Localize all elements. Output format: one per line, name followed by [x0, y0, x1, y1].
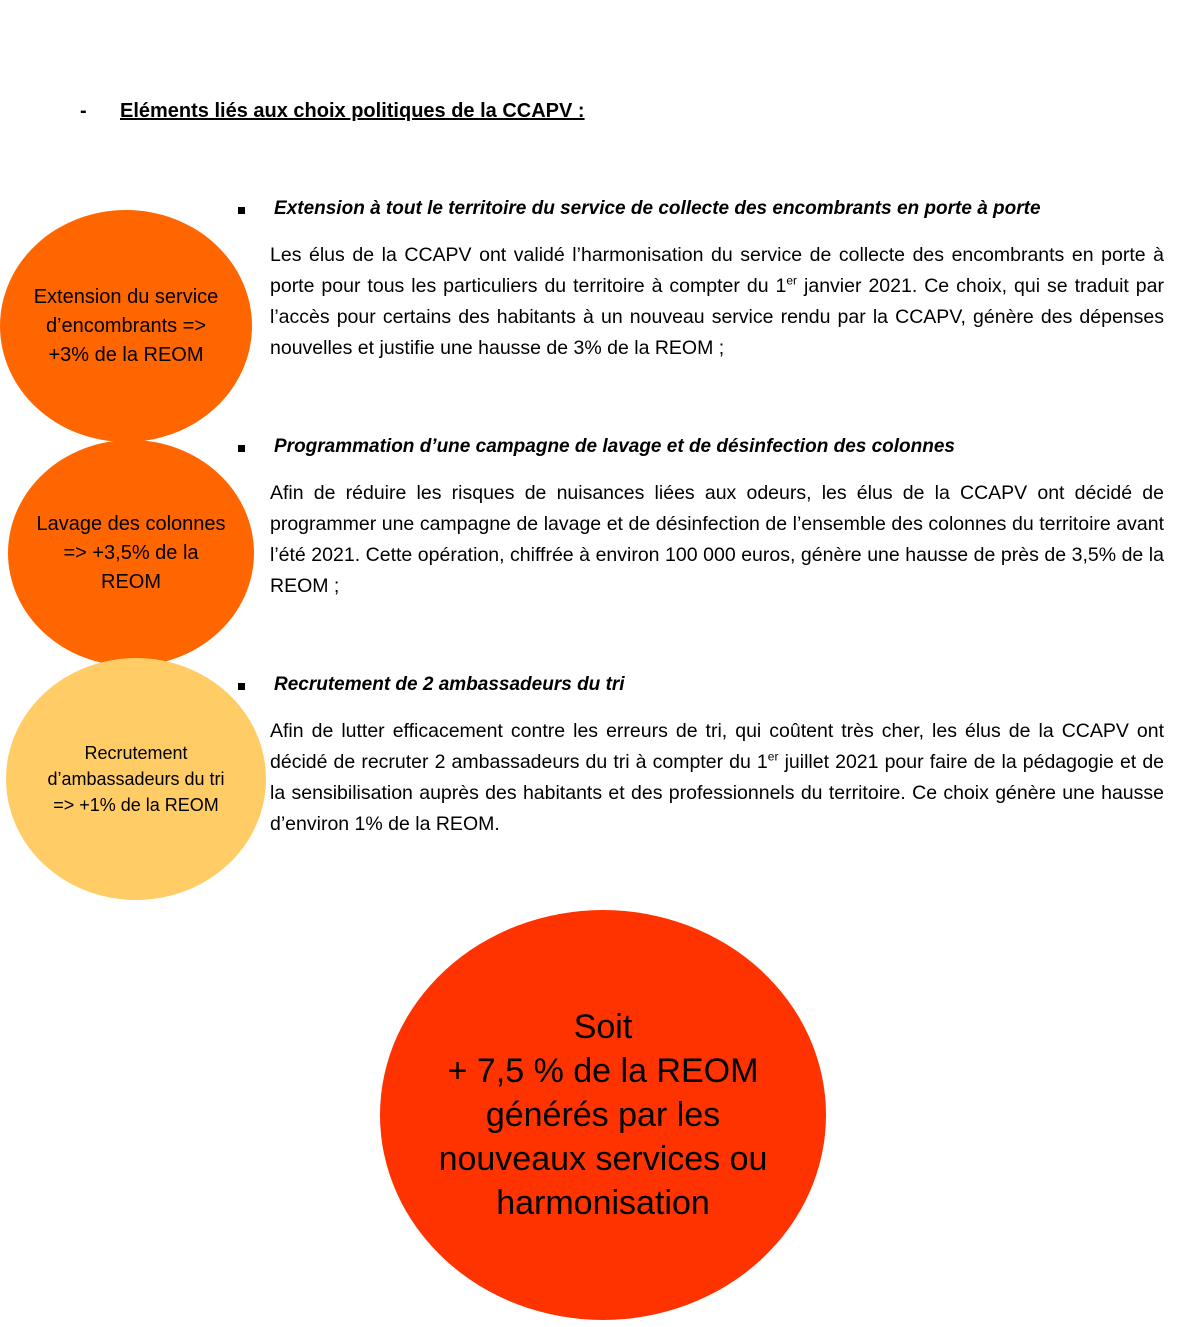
bullet-title-recrutement: Recrutement de 2 ambassadeurs du tri: [274, 674, 625, 695]
bullet-item-lavage: [238, 436, 1164, 466]
section-extension: [238, 198, 1164, 364]
paragraph-recrutement-part2: juillet 2021 pour faire de la pédagogie et de la sensibilisation auprès des habitants et des professionnels du territoire. Ce choix génère une hausse d’environ 1% de la REOM.: [270, 751, 1165, 835]
heading-dash: -: [80, 100, 87, 122]
paragraph-extension: [270, 240, 1164, 364]
square-bullet-icon: [238, 683, 245, 690]
paragraph-extension-part1: Les élus de la CCAPV ont validé l’harmonisation du service de collecte des encombrants en porte à porte pour tous les particuliers du territoire à compter du 1: [270, 244, 1164, 297]
circle-recrutement: Recrutement d’ambassadeurs du tri => +1% de la REOM: [6, 658, 266, 900]
section-recrutement: [238, 674, 1164, 840]
circle-lavage: Lavage des colonnes => +3,5% de la REOM: [8, 440, 254, 666]
section-heading: [80, 100, 585, 123]
heading-text: Eléments liés aux choix politiques de la CCAPV :: [120, 100, 585, 122]
paragraph-extension-part2: janvier 2021. Ce choix, qui se traduit par l’accès pour certains des habitants à un nouveau service rendu par la CCAPV, génère des dépenses nouvelles et justifie une hausse de 3% de la REOM ;: [270, 275, 1164, 359]
bullet-title-lavage: Programmation d’une campagne de lavage et de désinfection des colonnes: [274, 436, 956, 457]
bullet-item-recrutement: [238, 674, 1164, 704]
circle-extension: Extension du service d’encombrants => +3% de la REOM: [0, 210, 252, 442]
bullet-title-extension: Extension à tout le territoire du service de collecte des encombrants en porte à porte: [274, 198, 1041, 219]
square-bullet-icon: [238, 207, 245, 214]
paragraph-recrutement-part1: Afin de lutter efficacement contre les erreurs de tri, qui coûtent très cher, les élus de la CCAPV ont décidé de recruter 2 ambassadeurs du tri à compter du 1: [270, 720, 1164, 773]
superscript-er: er: [767, 749, 779, 764]
paragraph-lavage: Afin de réduire les risques de nuisances liées aux odeurs, les élus de la CCAPV ont décidé de programmer une campagne de lavage et de désinfection de l’ensemble des colonnes du territoire avant l’été 2021. Cette opération, chiffrée à environ 100 000 euros, génère une hausse de près de 3,5% de la REOM ;: [270, 482, 1164, 597]
square-bullet-icon: [238, 445, 245, 452]
section-lavage: [238, 436, 1164, 602]
bullet-item-extension: [238, 198, 1164, 228]
circle-total: Soit + 7,5 % de la REOM générés par les nouveaux services ou harmonisation: [380, 910, 826, 1320]
paragraph-recrutement: [270, 716, 1164, 840]
superscript-er: er: [786, 273, 798, 288]
